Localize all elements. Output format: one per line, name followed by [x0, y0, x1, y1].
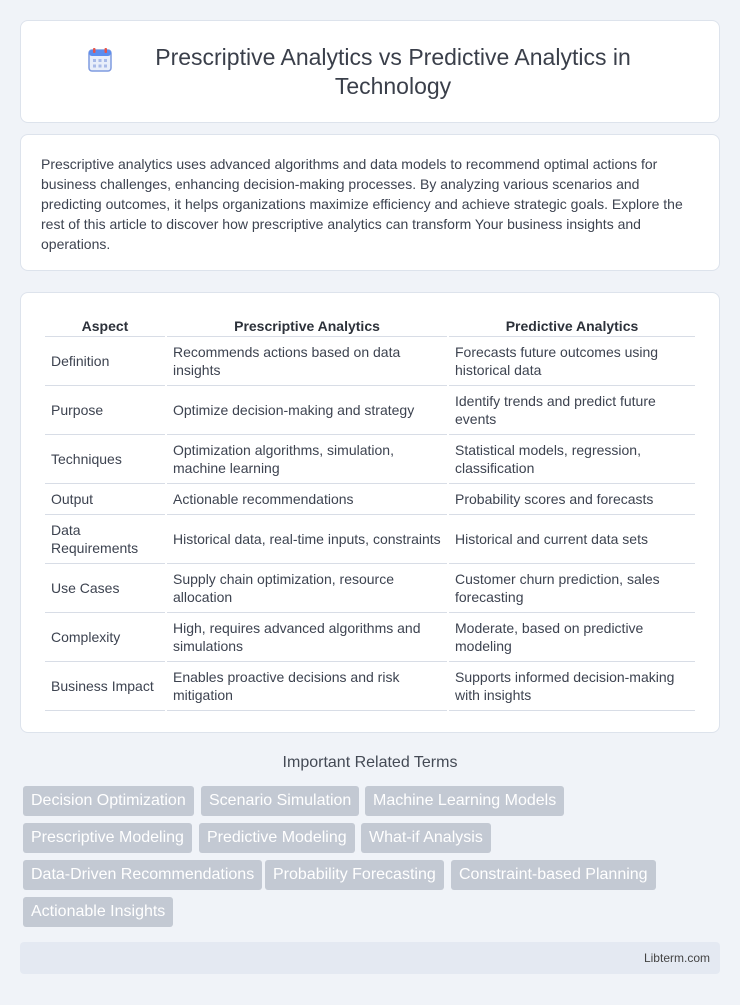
cell-prescriptive: Optimize decision-making and strategy	[167, 386, 447, 435]
intro-text: Prescriptive analytics uses advanced algorithms and data models to recommend optimal actions for business challenges, enhancing decision-making processes. By analyzing various scenarios and predicting outcomes, it helps organizations maximize efficiency and achieve strategic goals. Explore the rest of this article to discover how prescriptive analytics can transform Your business insights and operations.	[41, 156, 683, 252]
cell-prescriptive: High, requires advanced algorithms and simulations	[167, 613, 447, 662]
related-term-tag[interactable]: Predictive Modeling	[199, 823, 355, 853]
cell-aspect: Output	[45, 484, 165, 515]
cell-predictive: Moderate, based on predictive modeling	[449, 613, 695, 662]
cell-predictive: Identify trends and predict future events	[449, 386, 695, 435]
table-row	[45, 564, 695, 613]
cell-prescriptive: Actionable recommendations	[167, 484, 447, 515]
table-row	[45, 613, 695, 662]
header-prescriptive: Prescriptive Analytics	[167, 316, 447, 337]
table-header-row	[45, 316, 695, 337]
comparison-table	[43, 316, 697, 711]
cell-prescriptive: Supply chain optimization, resource allocation	[167, 564, 447, 613]
table-row	[45, 484, 695, 515]
calendar-icon	[87, 47, 113, 73]
cell-predictive: Forecasts future outcomes using historical data	[449, 337, 695, 386]
table-row	[45, 386, 695, 435]
cell-prescriptive: Optimization algorithms, simulation, machine learning	[167, 435, 447, 484]
header-card	[20, 20, 720, 123]
cell-aspect: Techniques	[45, 435, 165, 484]
cell-predictive: Probability scores and forecasts	[449, 484, 695, 515]
cell-aspect: Data Requirements	[45, 515, 165, 564]
header-predictive: Predictive Analytics	[449, 316, 695, 337]
cell-aspect: Definition	[45, 337, 165, 386]
related-term-tag[interactable]: Prescriptive Modeling	[23, 823, 192, 853]
header-aspect: Aspect	[45, 316, 165, 337]
cell-predictive: Statistical models, regression, classification	[449, 435, 695, 484]
cell-aspect: Purpose	[45, 386, 165, 435]
cell-aspect: Use Cases	[45, 564, 165, 613]
intro-card	[20, 134, 720, 271]
footer-site-link[interactable]: Libterm.com	[643, 951, 710, 965]
related-term-tag[interactable]: Data-Driven Recommendations	[23, 860, 262, 890]
related-term-tag[interactable]: Scenario Simulation	[201, 786, 359, 816]
cell-aspect: Business Impact	[45, 662, 165, 711]
comparison-table-card	[20, 292, 720, 733]
table-row	[45, 662, 695, 711]
related-term-tag[interactable]: Actionable Insights	[23, 897, 173, 927]
cell-predictive: Historical and current data sets	[449, 515, 695, 564]
table-row	[45, 515, 695, 564]
related-term-tag[interactable]: Probability Forecasting	[265, 860, 444, 890]
related-term-tag[interactable]: Decision Optimization	[23, 786, 194, 816]
cell-prescriptive: Enables proactive decisions and risk mitigation	[167, 662, 447, 711]
cell-prescriptive: Recommends actions based on data insights	[167, 337, 447, 386]
table-row	[45, 337, 695, 386]
table-row	[45, 435, 695, 484]
related-term-tag[interactable]: Machine Learning Models	[365, 786, 564, 816]
related-term-tag[interactable]: What-if Analysis	[361, 823, 491, 853]
related-term-tag[interactable]: Constraint-based Planning	[451, 860, 656, 890]
page-title: Prescriptive Analytics vs Predictive Analytics in Technology	[155, 43, 631, 99]
cell-aspect: Complexity	[45, 613, 165, 662]
cell-predictive: Supports informed decision-making with insights	[449, 662, 695, 711]
cell-predictive: Customer churn prediction, sales forecasting	[449, 564, 695, 613]
related-terms-title: Important Related Terms	[282, 754, 458, 771]
footer	[20, 942, 720, 974]
cell-prescriptive: Historical data, real-time inputs, constraints	[167, 515, 447, 564]
